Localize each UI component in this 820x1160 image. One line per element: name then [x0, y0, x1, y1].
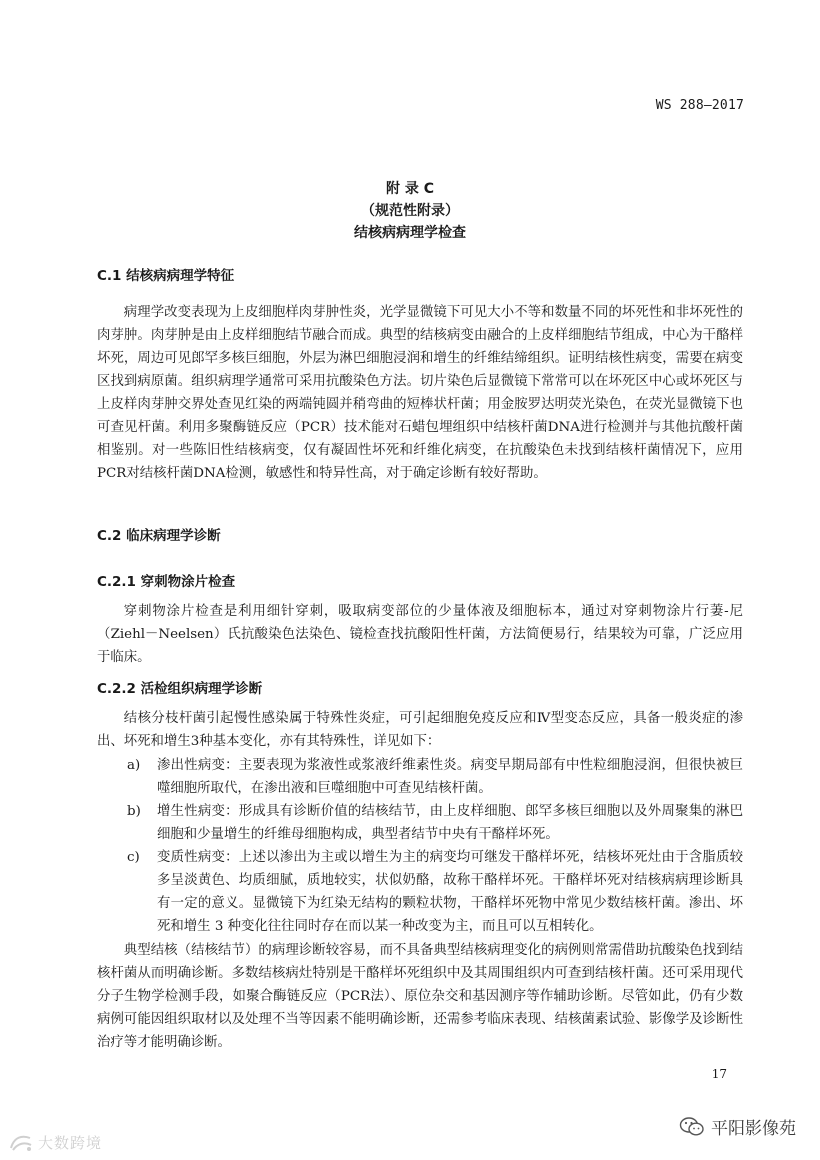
- appendix-type: （规范性附录）: [361, 203, 459, 219]
- section-c22-intro: 结核分枝杆菌引起慢性感染属于特殊性炎症，可引起细胞免疫反应和Ⅳ型变态反应，具备一般炎症的渗出、坏死和增生3种基本变化，亦有其特殊性，详见如下：: [97, 711, 743, 749]
- brand-logo-icon: [8, 1133, 34, 1153]
- list-item-b: [127, 800, 743, 846]
- list-marker: a): [127, 758, 141, 773]
- section-heading-c22: C.2.2 活检组织病理学诊断: [97, 681, 263, 697]
- appendix-title: 结核病病理学检查: [354, 225, 466, 241]
- section-c22-closing: 典型结核（结核结节）的病理诊断较容易，而不具备典型结核病理变化的病例则常需借助抗酸染色找到结核杆菌从而明确诊断。多数结核病灶特别是干酪样坏死组织中及其周围组织内可查到结核杆菌。还可采用现代分子生物学检测手段，如聚合酶链反应（PCR法）、原位杂交和基因测序等作辅助诊断。尽管如此，仍有少数病例可能因组织取材以及处理不当等因素不能明确诊断，还需参考临床表现、结核菌素试验、影像学及诊断性治疗等才能明确诊断。: [97, 943, 743, 1050]
- appendix-title-block: [0, 178, 820, 244]
- section-heading-c21: C.2.1 穿刺物涂片检查: [97, 574, 236, 590]
- page-number: 17: [711, 1067, 727, 1081]
- watermark-left-text: 大数跨境: [38, 1134, 103, 1152]
- list-item-c: [127, 846, 743, 938]
- list-item-a: [127, 754, 743, 800]
- list-marker: c): [127, 850, 140, 865]
- watermark-right-text: 平阳影像苑: [711, 1119, 796, 1139]
- section-heading-c1: C.1 结核病病理学特征: [97, 268, 235, 284]
- section-c1-paragraph: 病理学改变表现为上皮细胞样肉芽肿性炎，光学显微镜下可见大小不等和数量不同的坏死性和非坏死性的肉芽肿。肉芽肿是由上皮样细胞结节融合而成。典型的结核病变由融合的上皮样细胞结节组成，中心为干酪样坏死，周边可见郎罕多核巨细胞，外层为淋巴细胞浸润和增生的纤维结缔组织。证明结核性病变，需要在病变区找到病原菌。组织病理学通常可采用抗酸染色方法。切片染色后显微镜下常常可以在坏死区中心或坏死区与上皮样肉芽肿交界处查见红染的两端钝圆并稍弯曲的短棒状杆菌；用金胺罗达明荧光染色，在荧光显微镜下也可查见杆菌。利用多聚酶链反应（PCR）技术能对石蜡包埋组织中结核杆菌DNA进行检测并与其他抗酸杆菌相鉴别。对一些陈旧性结核病变，仅有凝固性坏死和纤维化病变，在抗酸染色未找到结核杆菌情况下，应用PCR对结核杆菌DNA检测，敏感性和特异性高，对于确定诊断有较好帮助。: [97, 305, 743, 481]
- standard-code: WS 288—2017: [655, 98, 744, 113]
- section-heading-c2: C.2 临床病理学诊断: [97, 528, 221, 544]
- list-marker: b): [127, 804, 141, 819]
- list-item-text: 渗出性病变：主要表现为浆液性或浆液纤维素性炎。病变早期局部有中性粒细胞浸润，但很快被巨噬细胞所取代，在渗出液和巨噬细胞中可查见结核杆菌。: [157, 758, 743, 796]
- watermark-right: [679, 1114, 796, 1139]
- section-c21-paragraph: 穿刺物涂片检查是利用细针穿刺，吸取病变部位的少量体液及细胞标本，通过对穿刺物涂片行萋-尼（Ziehl－Neelsen）氏抗酸染色法染色、镜检查找抗酸阳性杆菌，方法简便易行，结果较为可靠，广泛应用于临床。: [97, 604, 743, 665]
- appendix-label: 附 录 C: [385, 181, 435, 197]
- wechat-icon: [679, 1116, 705, 1138]
- list-item-text: 变质性病变：上述以渗出为主或以增生为主的病变均可继发干酪样坏死，结核坏死灶由于含脂质较多呈淡黄色、均质细腻，质地较实，状似奶酪，故称干酪样坏死。干酪样坏死对结核病病理诊断具有一定的意义。显微镜下为红染无结构的颗粒状物，干酪样坏死物中常见少数结核杆菌。渗出、坏死和增生 3 种变化往往同时存在而以某一种改变为主，而且可以互相转化。: [157, 850, 743, 934]
- list-item-text: 增生性病变：形成具有诊断价值的结核结节，由上皮样细胞、郎罕多核巨细胞以及外周聚集的淋巴细胞和少量增生的纤维母细胞构成，典型者结节中央有干酪样坏死。: [157, 804, 743, 842]
- watermark-left: [8, 1132, 102, 1153]
